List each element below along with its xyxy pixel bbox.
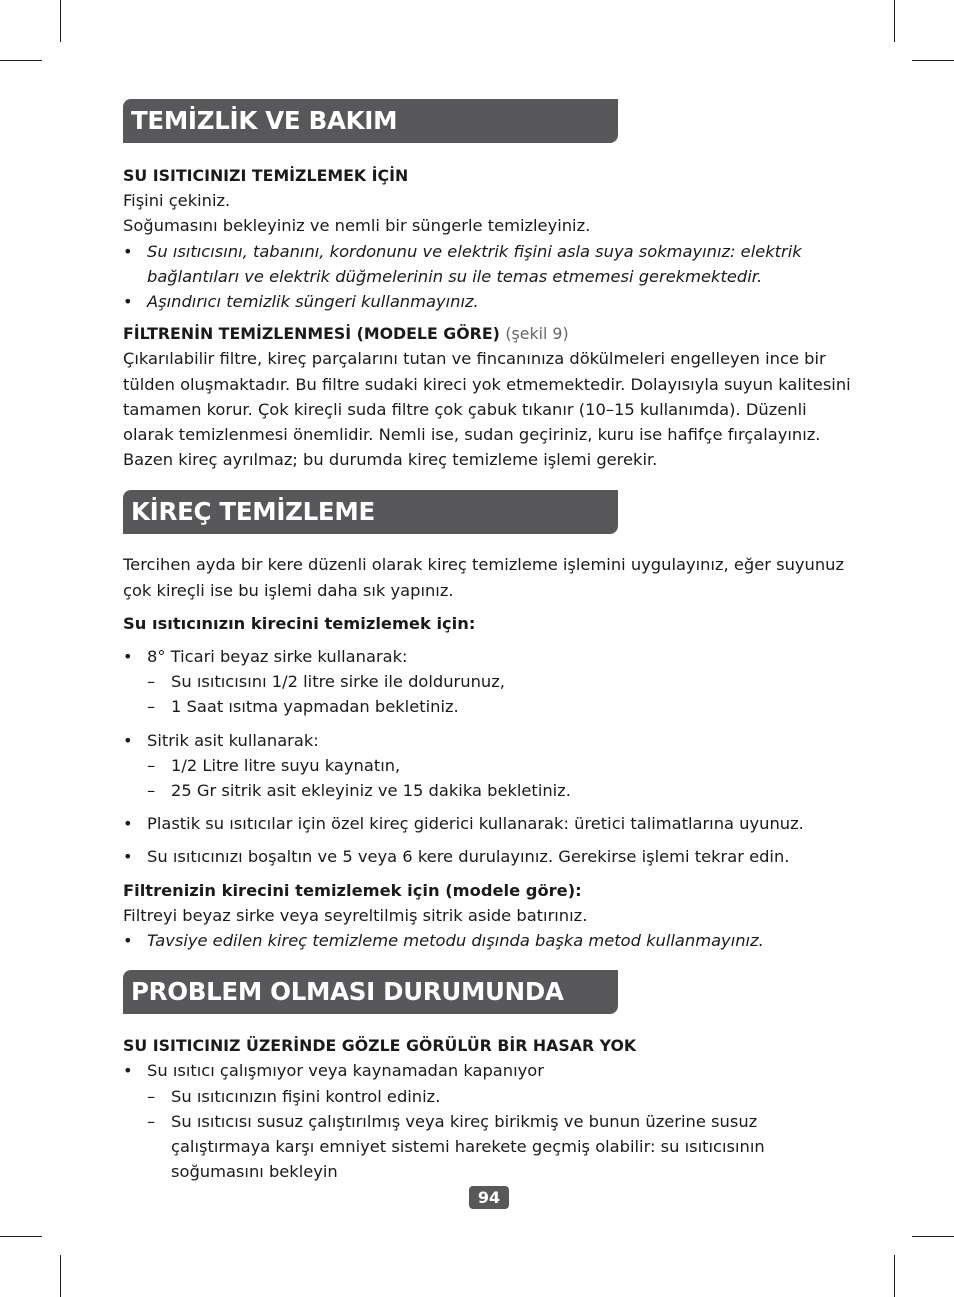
list-item: [123, 928, 858, 953]
text-line: Filtreyi beyaz sirke veya seyreltilmiş sitrik aside batırınız.: [123, 905, 588, 925]
figure-reference: (şekil 9): [505, 324, 569, 344]
sub-list-item: [123, 1109, 858, 1185]
dash-marker: –: [147, 1111, 156, 1131]
dash-marker: –: [147, 697, 156, 717]
bullet-marker: •: [123, 1061, 133, 1081]
bullet-marker: •: [123, 814, 133, 834]
list-item-text: Su ısıtıcınızı boşaltın ve 5 veya 6 kere durulayınız. Gerekirse işlemi tekrar edin.: [147, 847, 790, 867]
sub-list-item-text: 1/2 Litre litre suyu kaynatın,: [171, 755, 401, 775]
crop-mark: [60, 1255, 61, 1297]
bullet-marker: •: [123, 647, 133, 667]
sub-list-item-text: 1 Saat ısıtma yapmadan bekletiniz.: [171, 697, 459, 717]
bullet-marker: •: [123, 292, 133, 312]
sub-list-item-text: Su ısıtıcısını 1/2 litre sirke ile doldurunuz,: [171, 672, 505, 692]
dash-marker: –: [147, 672, 156, 692]
sub-list-item: [123, 778, 858, 803]
dash-marker: –: [147, 1086, 156, 1106]
filter-descaling-heading: Filtrenizin kirecini temizlemek için (modele göre):: [123, 880, 582, 900]
crop-mark: [894, 1255, 895, 1297]
sub-list-item-text: Su ısıtıcısı susuz çalıştırılmış veya kireç birikmiş ve bunun üzerine susuz çalıştırmaya karşı emniyet sistemi harekete geçmiş olabilir: su ısıtıcısının soğumasını bekleyin: [171, 1111, 765, 1182]
list-item-text: 8° Ticari beyaz sirke kullanarak:: [147, 647, 408, 667]
subheading-no-visible-damage: SU ISITICINIZ ÜZERİNDE GÖZLE GÖRÜLÜR BİR HASAR YOK: [123, 1036, 637, 1056]
paragraph-descaling-intro: Tercihen ayda bir kere düzenli olarak kireç temizleme işlemini uygulayınız, eğer suyunuz çok kireçli ise bu işlemi daha sık yapınız.: [123, 555, 845, 600]
crop-mark: [912, 60, 954, 61]
crop-mark: [894, 0, 895, 42]
crop-mark: [60, 0, 61, 42]
crop-mark: [0, 60, 42, 61]
text-line: Fişini çekiniz.: [123, 191, 231, 211]
descaling-howto-heading: Su ısıtıcınızın kirecini temizlemek için:: [123, 613, 476, 633]
section-title-descaling: KİREÇ TEMİZLEME: [123, 490, 618, 534]
list-item: [123, 239, 858, 289]
filter-heading-text: FİLTRENİN TEMİZLENMESİ (MODELE GÖRE): [123, 324, 500, 344]
sub-list-item: [123, 1084, 858, 1109]
section-title-cleaning: TEMİZLİK VE BAKIM: [123, 99, 618, 143]
list-item-text: Su ısıtıcı çalışmıyor veya kaynamadan kapanıyor: [147, 1061, 544, 1081]
dash-marker: –: [147, 781, 156, 801]
list-item-text: Su ısıtıcısını, tabanını, kordonunu ve elektrik fişini asla suya sokmayınız: elektrik bağlantıları ve elektrik düğmelerinin su ile temas etmemesi gerekmektedir.: [147, 241, 802, 286]
list-item-text: Plastik su ısıtıcılar için özel kireç giderici kullanarak: üretici talimatlarına uyunuz.: [147, 814, 804, 834]
bullet-marker: •: [123, 730, 133, 750]
list-item-text: Tavsiye edilen kireç temizleme metodu dışında başka metod kullanmayınız.: [147, 931, 764, 951]
subheading-filter-cleaning: [123, 321, 858, 346]
paragraph-filter: Çıkarılabilir filtre, kireç parçalarını tutan ve fincanınıza dökülmeleri engelleyen ince bir tülden oluşmaktadır. Bu filtre sudaki kireci yok etmemektedir. Dolayısıyla suyun kalitesini tamamen korur. Çok kireçli suda filtre çok çabuk tıkanır (10–15 kullanımda). Düzenli olarak temizlenmesi önemlidir. Nemli ise, sudan geçiriniz, kuru ise hafifçe fırçalayınız. Bazen kireç ayrılmaz; bu durumda kireç temizleme işlemi gerekir.: [123, 349, 851, 470]
list-item-text: Sitrik asit kullanarak:: [147, 730, 319, 750]
text-line: Soğumasını bekleyiniz ve nemli bir süngerle temizleyiniz.: [123, 216, 591, 236]
list-item-text: Aşındırıcı temizlik süngeri kullanmayınız.: [147, 292, 479, 312]
list-item: [123, 289, 858, 314]
sub-list-item: [123, 753, 858, 778]
sub-list-item-text: 25 Gr sitrik asit ekleyiniz ve 15 dakika bekletiniz.: [171, 781, 571, 801]
section-title-troubleshooting: PROBLEM OLMASI DURUMUNDA: [123, 970, 618, 1014]
sub-list-item: [123, 669, 858, 694]
page-number: 94: [469, 1186, 509, 1209]
list-item: [123, 1058, 858, 1083]
bullet-marker: •: [123, 931, 133, 951]
crop-mark: [912, 1236, 954, 1237]
subheading-cleaning-kettle: SU ISITICINIZI TEMİZLEMEK İÇİN: [123, 166, 409, 185]
bullet-marker: •: [123, 241, 133, 261]
list-item: [123, 644, 858, 669]
sub-list-item: [123, 694, 858, 719]
bullet-marker: •: [123, 847, 133, 867]
list-item: [123, 811, 858, 836]
crop-mark: [0, 1236, 42, 1237]
dash-marker: –: [147, 755, 156, 775]
list-item: [123, 844, 858, 869]
sub-list-item-text: Su ısıtıcınızın fişini kontrol ediniz.: [171, 1086, 441, 1106]
list-item: [123, 728, 858, 753]
page-content: [123, 99, 858, 1185]
